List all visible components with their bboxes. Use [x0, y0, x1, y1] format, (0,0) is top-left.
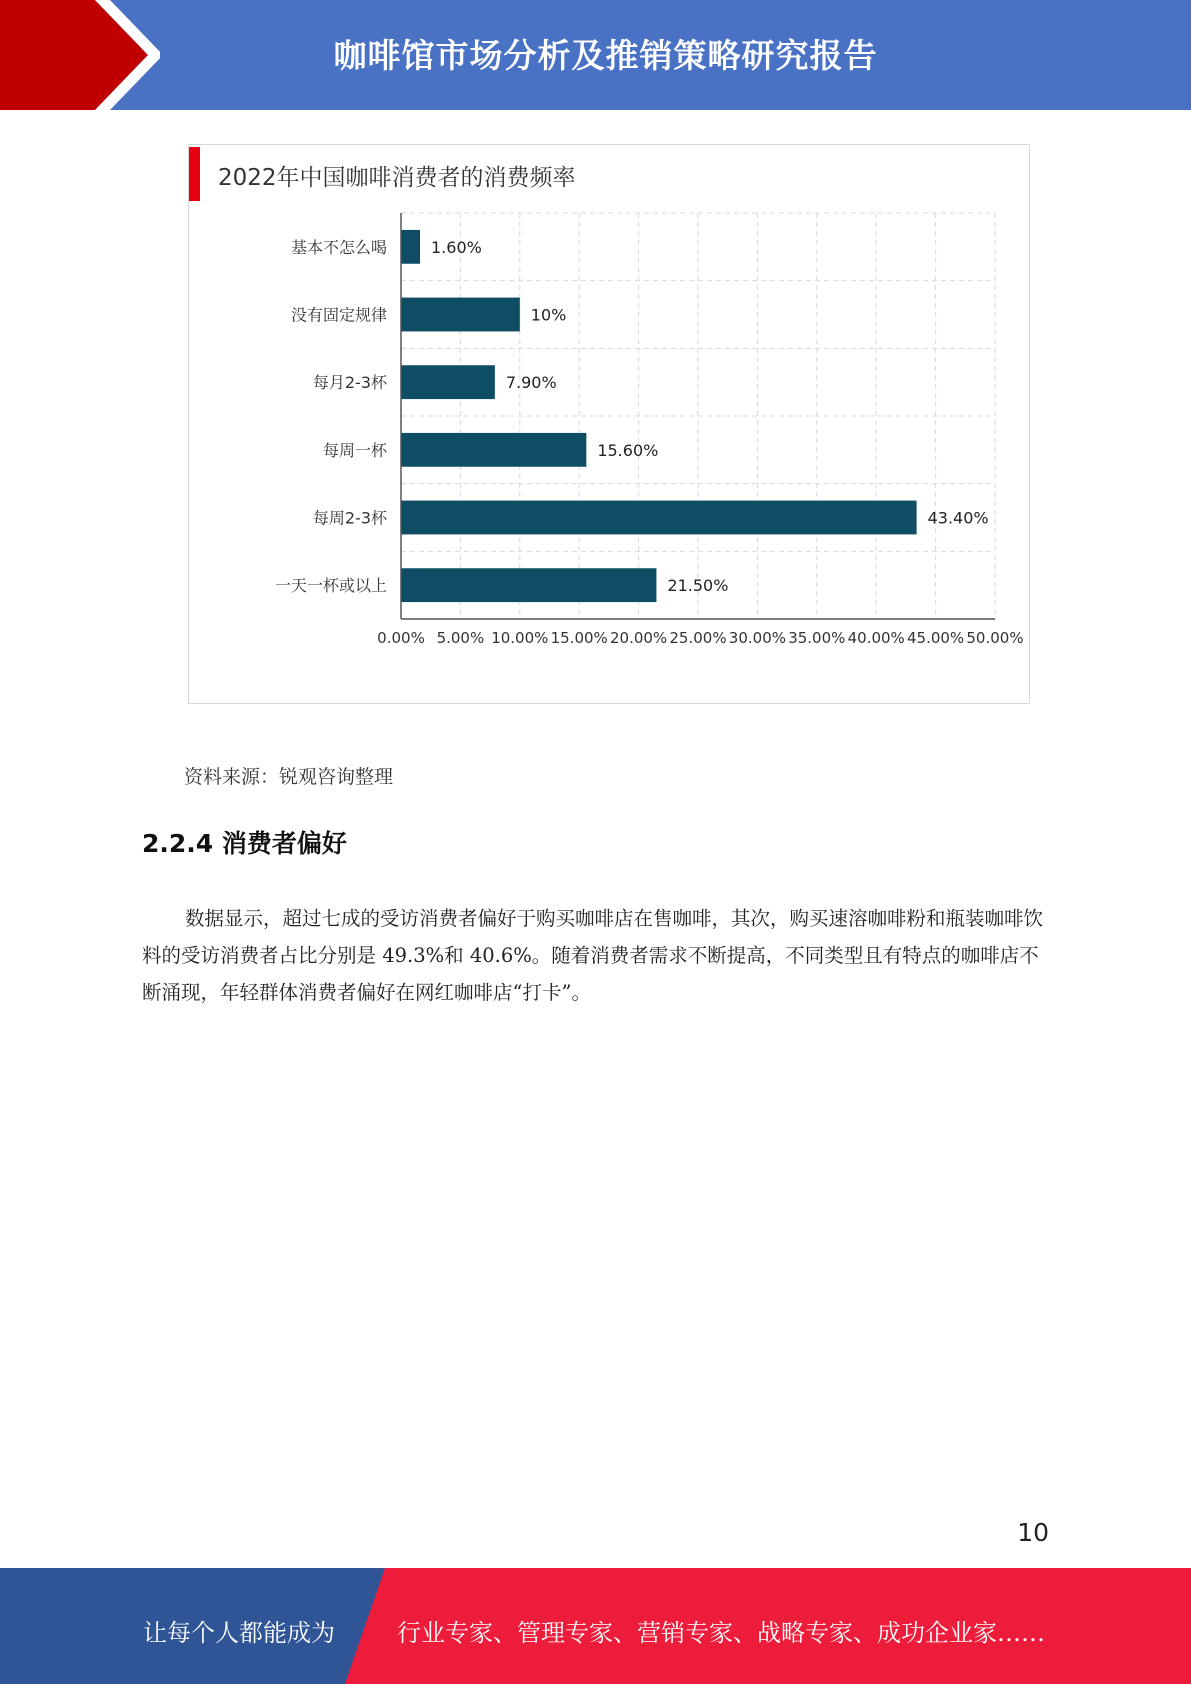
bar	[401, 501, 917, 535]
category-label: 每月2-3杯	[312, 373, 387, 393]
chart-title: 2022年中国咖啡消费者的消费频率	[218, 165, 576, 191]
x-tick-label: 5.00%	[436, 629, 485, 647]
data-label: 10%	[530, 305, 567, 325]
page-header	[0, 0, 1191, 110]
bar	[401, 433, 586, 467]
category-label: 每周一杯	[322, 440, 387, 460]
data-label: 1.60%	[431, 237, 482, 257]
page-number: 10	[1017, 1518, 1049, 1547]
bar	[401, 298, 520, 332]
x-tick-label: 45.00%	[906, 629, 965, 647]
x-tick-label: 50.00%	[966, 629, 1024, 647]
data-label: 7.90%	[505, 373, 557, 393]
data-label: 21.50%	[667, 576, 729, 596]
x-tick-label: 0.00%	[377, 629, 425, 647]
bar-chart	[189, 145, 1029, 703]
bar	[401, 365, 495, 399]
category-label: 没有固定规律	[290, 305, 387, 325]
x-tick-label: 40.00%	[847, 629, 905, 647]
x-tick-label: 30.00%	[728, 629, 787, 647]
x-tick-label: 25.00%	[669, 629, 727, 647]
x-tick-label: 20.00%	[609, 629, 668, 647]
footer-slogan-right: 行业专家、管理专家、营销专家、战略专家、成功企业家……	[397, 1619, 1045, 1647]
page-footer	[0, 1568, 1191, 1684]
x-tick-label: 15.00%	[550, 629, 608, 647]
source-note: 资料来源：锐观咨询整理	[184, 766, 394, 788]
section-heading: 2.2.4 消费者偏好	[142, 829, 347, 858]
chart-panel	[188, 144, 1030, 704]
bar	[401, 568, 656, 602]
category-label: 基本不怎么喝	[290, 237, 387, 257]
category-label: 每周2-3杯	[312, 508, 387, 528]
footer-slogan-left: 让每个人都能成为	[143, 1619, 335, 1647]
body-paragraph: 数据显示，超过七成的受访消费者偏好于购买咖啡店在售咖啡，其次，购买速溶咖啡粉和瓶装咖啡饮料的受访消费者占比分别是 49.3%和 40.6%。随着消费者需求不断提高，不同类型且有特点的咖啡店不断涌现，年轻群体消费者偏好在网红咖啡店“打卡”。	[142, 907, 1044, 1004]
bar	[401, 230, 420, 264]
x-tick-label: 35.00%	[788, 629, 846, 647]
chart-title-accent	[189, 147, 200, 201]
data-label: 43.40%	[927, 508, 989, 528]
category-label: 一天一杯或以上	[274, 576, 387, 596]
data-label: 15.60%	[597, 440, 659, 460]
report-title: 咖啡馆市场分析及推销策略研究报告	[333, 36, 878, 75]
x-tick-label: 10.00%	[491, 629, 549, 647]
